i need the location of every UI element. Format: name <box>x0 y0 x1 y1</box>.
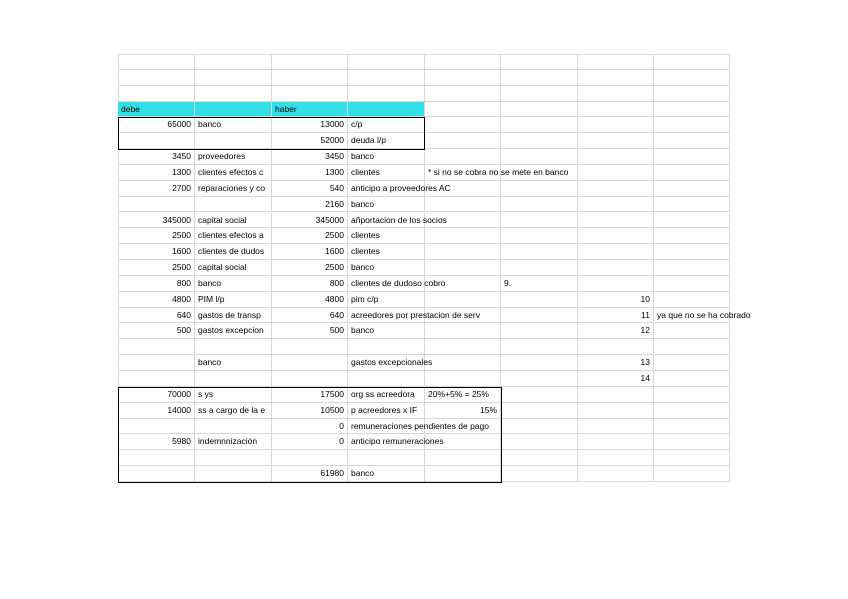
cell-r11-c4[interactable] <box>348 213 447 229</box>
cell-r3-c8[interactable] <box>654 86 730 102</box>
cell-value: 640 <box>329 309 344 320</box>
cell-text: c/p <box>351 119 363 130</box>
cell-r7-c1[interactable] <box>118 149 195 165</box>
cell-text: banco <box>198 119 222 130</box>
cell-r2-c5[interactable] <box>425 70 501 86</box>
cell-r23-c6[interactable] <box>501 403 578 419</box>
cell-r2-c4[interactable] <box>348 70 425 86</box>
cell-r8-c8[interactable] <box>654 165 730 181</box>
cell-r14-c2[interactable] <box>195 260 272 276</box>
cell-r27-c7[interactable] <box>578 466 654 482</box>
cell-r18-c6[interactable] <box>501 323 578 339</box>
cell-r8-c4[interactable] <box>348 165 425 181</box>
cell-text: 9. <box>504 277 512 288</box>
cell-r2-c3[interactable] <box>272 70 348 86</box>
cell-r10-c8[interactable] <box>654 197 730 213</box>
cell-value: 13 <box>640 357 650 368</box>
cell-r15-c5[interactable] <box>425 276 501 292</box>
cell-r5-c8[interactable] <box>654 117 730 133</box>
cell-r25-c4[interactable] <box>348 434 444 450</box>
cell-r20-c1[interactable] <box>118 355 195 371</box>
cell-r20-c5[interactable] <box>425 355 501 371</box>
cell-r23-c4[interactable] <box>348 403 425 419</box>
cell-r13-c2[interactable] <box>195 244 272 260</box>
cell-text: ya que no se ha cobrado <box>657 309 751 320</box>
cell-r11-c2[interactable] <box>195 213 272 229</box>
cell-r27-c8[interactable] <box>654 466 730 482</box>
cell-r17-c7[interactable] <box>578 308 654 324</box>
cell-r5-c3[interactable] <box>272 117 348 133</box>
cell-text: proveedores <box>198 151 246 162</box>
cell-text: clientes <box>351 166 380 177</box>
cell-r21-c1[interactable] <box>118 371 195 387</box>
cell-r6-c4[interactable] <box>348 133 425 149</box>
cell-r15-c2[interactable] <box>195 276 272 292</box>
cell-value: 0 <box>339 420 344 431</box>
cell-text: debe <box>121 103 140 114</box>
cell-text: gastos excepcion <box>198 325 264 336</box>
cell-r15-c4[interactable] <box>348 276 446 292</box>
cell-text: pim c/p <box>351 293 379 304</box>
cell-r5-c7[interactable] <box>578 117 654 133</box>
cell-r8-c6[interactable] <box>501 165 578 181</box>
cell-r7-c2[interactable] <box>195 149 272 165</box>
cell-r9-c4[interactable] <box>348 181 451 197</box>
cell-value: 345000 <box>162 214 191 225</box>
cell-text: * si no se cobra no se mete en banco <box>428 166 569 177</box>
cell-r18-c8[interactable] <box>654 323 730 339</box>
cell-r18-c2[interactable] <box>195 323 272 339</box>
cell-r11-c6[interactable] <box>501 213 578 229</box>
cell-r6-c2[interactable] <box>195 133 272 149</box>
cell-value: 1600 <box>172 246 191 257</box>
cell-r12-c1[interactable] <box>118 228 195 244</box>
cell-r6-c7[interactable] <box>578 133 654 149</box>
cell-r16-c1[interactable] <box>118 292 195 308</box>
cell-r3-c7[interactable] <box>578 86 654 102</box>
cell-text: s ys <box>198 388 214 399</box>
cell-r1-c3[interactable] <box>272 54 348 70</box>
cell-r26-c8[interactable] <box>654 450 730 466</box>
cell-r25-c2[interactable] <box>195 434 272 450</box>
cell-value: 10 <box>640 293 650 304</box>
cell-r12-c2[interactable] <box>195 228 272 244</box>
cell-r9-c7[interactable] <box>578 181 654 197</box>
cell-r15-c6[interactable] <box>501 276 578 292</box>
cell-r15-c1[interactable] <box>118 276 195 292</box>
cell-r18-c3[interactable] <box>272 323 348 339</box>
cell-r2-c8[interactable] <box>654 70 730 86</box>
cell-r25-c3[interactable] <box>272 434 348 450</box>
cell-r1-c5[interactable] <box>425 54 501 70</box>
cell-r7-c8[interactable] <box>654 149 730 165</box>
cell-text: PIM l/p <box>198 293 225 304</box>
cell-r4-c5[interactable] <box>425 102 501 118</box>
cell-r17-c1[interactable] <box>118 308 195 324</box>
cell-r8-c5[interactable] <box>425 165 569 181</box>
cell-r27-c4[interactable] <box>348 466 425 482</box>
cell-r22-c2[interactable] <box>195 387 272 403</box>
cell-r23-c5[interactable] <box>425 403 501 419</box>
cell-r21-c8[interactable] <box>654 371 730 387</box>
cell-r9-c3[interactable] <box>272 181 348 197</box>
cell-text: capital social <box>198 214 247 225</box>
cell-r22-c7[interactable] <box>578 387 654 403</box>
cell-value: 2500 <box>325 230 344 241</box>
cell-r5-c5[interactable] <box>425 117 501 133</box>
cell-r10-c2[interactable] <box>195 197 272 213</box>
cell-text: clientes <box>351 230 380 241</box>
cell-r5-c1[interactable] <box>118 117 195 133</box>
cell-r20-c7[interactable] <box>578 355 654 371</box>
cell-r24-c7[interactable] <box>578 419 654 435</box>
cell-value: 3450 <box>172 151 191 162</box>
cell-r11-c3[interactable] <box>272 213 348 229</box>
cell-r14-c7[interactable] <box>578 260 654 276</box>
cell-r17-c8[interactable] <box>654 308 751 324</box>
cell-text: clientes de dudoso cobro <box>351 277 446 288</box>
cell-r24-c3[interactable] <box>272 419 348 435</box>
cell-value: 65000 <box>167 119 191 130</box>
cell-r3-c5[interactable] <box>425 86 501 102</box>
cell-value: 13000 <box>320 119 344 130</box>
cell-r9-c2[interactable] <box>195 181 272 197</box>
cell-text: ss a cargo de la e <box>198 404 266 415</box>
cell-r24-c6[interactable] <box>501 419 578 435</box>
cell-text: p acreedores x IF <box>351 404 418 415</box>
cell-r21-c3[interactable] <box>272 371 348 387</box>
cell-r12-c7[interactable] <box>578 228 654 244</box>
cell-text: deuda l/p <box>351 135 386 146</box>
cell-r4-c3[interactable] <box>272 102 348 118</box>
cell-text: 20%+5% = 25% <box>428 388 489 399</box>
cell-r3-c1[interactable] <box>118 86 195 102</box>
cell-r25-c7[interactable] <box>578 434 654 450</box>
cell-r18-c4[interactable] <box>348 323 425 339</box>
cell-r14-c1[interactable] <box>118 260 195 276</box>
cell-r11-c7[interactable] <box>578 213 654 229</box>
cell-r16-c5[interactable] <box>425 292 501 308</box>
cell-r20-c6[interactable] <box>501 355 578 371</box>
cell-r26-c3[interactable] <box>272 450 348 466</box>
cell-r18-c1[interactable] <box>118 323 195 339</box>
cell-r10-c3[interactable] <box>272 197 348 213</box>
cell-r19-c3[interactable] <box>272 339 348 355</box>
cell-text: clientes de dudos <box>198 246 265 257</box>
cell-r26-c2[interactable] <box>195 450 272 466</box>
cell-r23-c2[interactable] <box>195 403 272 419</box>
cell-text: banco <box>351 198 375 209</box>
cell-r1-c8[interactable] <box>654 54 730 70</box>
cell-r20-c3[interactable] <box>272 355 348 371</box>
cell-r20-c4[interactable] <box>348 355 433 371</box>
cell-r19-c8[interactable] <box>654 339 730 355</box>
cell-r10-c4[interactable] <box>348 197 425 213</box>
cell-r25-c1[interactable] <box>118 434 195 450</box>
cell-r17-c4[interactable] <box>348 308 480 324</box>
cell-r26-c5[interactable] <box>425 450 501 466</box>
cell-r22-c6[interactable] <box>501 387 578 403</box>
cell-text: banco <box>351 262 375 273</box>
cell-r13-c3[interactable] <box>272 244 348 260</box>
cell-r1-c4[interactable] <box>348 54 425 70</box>
cell-text: añportacion de los socios <box>351 214 447 225</box>
cell-r11-c8[interactable] <box>654 213 730 229</box>
cell-r3-c3[interactable] <box>272 86 348 102</box>
cell-r16-c7[interactable] <box>578 292 654 308</box>
cell-r8-c2[interactable] <box>195 165 272 181</box>
cell-r22-c8[interactable] <box>654 387 730 403</box>
cell-r16-c3[interactable] <box>272 292 348 308</box>
cell-r22-c4[interactable] <box>348 387 425 403</box>
cell-r2-c7[interactable] <box>578 70 654 86</box>
cell-r26-c6[interactable] <box>501 450 578 466</box>
cell-r12-c5[interactable] <box>425 228 501 244</box>
cell-r4-c7[interactable] <box>578 102 654 118</box>
cell-text: banco <box>198 357 222 368</box>
cell-r19-c6[interactable] <box>501 339 578 355</box>
cell-value: 3450 <box>325 151 344 162</box>
cell-value: 4800 <box>325 293 344 304</box>
cell-r9-c1[interactable] <box>118 181 195 197</box>
cell-value: 11 <box>641 309 650 320</box>
cell-value: 4800 <box>172 293 191 304</box>
cell-r17-c6[interactable] <box>501 308 578 324</box>
cell-r9-c8[interactable] <box>654 181 730 197</box>
cell-r21-c6[interactable] <box>501 371 578 387</box>
cell-r9-c5[interactable] <box>425 181 501 197</box>
cell-r4-c4[interactable] <box>348 102 425 118</box>
cell-r20-c8[interactable] <box>654 355 730 371</box>
cell-r14-c5[interactable] <box>425 260 501 276</box>
cell-text: banco <box>351 325 375 336</box>
cell-text: banco <box>198 277 222 288</box>
cell-r23-c8[interactable] <box>654 403 730 419</box>
cell-r21-c7[interactable] <box>578 371 654 387</box>
cell-r8-c7[interactable] <box>578 165 654 181</box>
cell-r6-c8[interactable] <box>654 133 730 149</box>
cell-r24-c4[interactable] <box>348 419 489 435</box>
cell-value: 14000 <box>167 404 191 415</box>
cell-r25-c6[interactable] <box>501 434 578 450</box>
cell-r24-c8[interactable] <box>654 419 730 435</box>
cell-value: 540 <box>329 182 344 193</box>
cell-r15-c8[interactable] <box>654 276 730 292</box>
cell-r15-c3[interactable] <box>272 276 348 292</box>
spreadsheet-grid <box>118 54 751 482</box>
cell-value: 1300 <box>325 166 344 177</box>
cell-r10-c7[interactable] <box>578 197 654 213</box>
cell-r19-c1[interactable] <box>118 339 195 355</box>
cell-value: 52000 <box>320 135 344 146</box>
cell-r13-c5[interactable] <box>425 244 501 260</box>
cell-value: 10500 <box>320 404 344 415</box>
cell-r13-c4[interactable] <box>348 244 425 260</box>
cell-text: gastos excepcionales <box>351 357 433 368</box>
cell-r25-c5[interactable] <box>425 434 501 450</box>
cell-r7-c6[interactable] <box>501 149 578 165</box>
cell-r6-c1[interactable] <box>118 133 195 149</box>
cell-value: 15% <box>479 404 497 415</box>
cell-r4-c6[interactable] <box>501 102 578 118</box>
cell-value: 70000 <box>167 388 191 399</box>
cell-r27-c6[interactable] <box>501 466 578 482</box>
cell-value: 500 <box>329 325 344 336</box>
cell-r17-c3[interactable] <box>272 308 348 324</box>
cell-value: 640 <box>176 309 191 320</box>
cell-r23-c1[interactable] <box>118 403 195 419</box>
cell-r12-c3[interactable] <box>272 228 348 244</box>
cell-value: 500 <box>176 325 191 336</box>
cell-r3-c6[interactable] <box>501 86 578 102</box>
cell-r1-c7[interactable] <box>578 54 654 70</box>
cell-r7-c7[interactable] <box>578 149 654 165</box>
cell-r25-c8[interactable] <box>654 434 730 450</box>
cell-value: 345000 <box>315 214 344 225</box>
cell-r11-c5[interactable] <box>425 213 501 229</box>
cell-r27-c5[interactable] <box>425 466 501 482</box>
cell-r26-c7[interactable] <box>578 450 654 466</box>
cell-value: 2700 <box>172 182 191 193</box>
cell-value: 2500 <box>172 230 191 241</box>
cell-r16-c8[interactable] <box>654 292 730 308</box>
cell-r19-c4[interactable] <box>348 339 425 355</box>
cell-text: anticipo a proveedores AC <box>351 182 451 193</box>
cell-r2-c2[interactable] <box>195 70 272 86</box>
cell-r23-c3[interactable] <box>272 403 348 419</box>
cell-value: 2500 <box>325 262 344 273</box>
cell-r22-c5[interactable] <box>425 387 501 403</box>
cell-value: 5980 <box>172 436 191 447</box>
cell-value: 800 <box>329 277 344 288</box>
cell-text: clientes efectos a <box>198 230 264 241</box>
cell-text: reparaciones y co <box>198 182 266 193</box>
cell-value: 12 <box>640 325 650 336</box>
cell-r21-c4[interactable] <box>348 371 425 387</box>
cell-r6-c5[interactable] <box>425 133 501 149</box>
cell-r1-c6[interactable] <box>501 54 578 70</box>
cell-text: banco <box>351 151 375 162</box>
cell-r26-c1[interactable] <box>118 450 195 466</box>
cell-r14-c8[interactable] <box>654 260 730 276</box>
cell-r7-c4[interactable] <box>348 149 425 165</box>
cell-r26-c4[interactable] <box>348 450 425 466</box>
cell-r24-c5[interactable] <box>425 419 501 435</box>
cell-r5-c6[interactable] <box>501 117 578 133</box>
cell-r4-c8[interactable] <box>654 102 730 118</box>
cell-r12-c8[interactable] <box>654 228 730 244</box>
cell-value: 800 <box>176 277 191 288</box>
cell-r4-c1[interactable] <box>118 102 195 118</box>
cell-r13-c8[interactable] <box>654 244 730 260</box>
cell-r1-c1[interactable] <box>118 54 195 70</box>
cell-r14-c6[interactable] <box>501 260 578 276</box>
cell-r19-c7[interactable] <box>578 339 654 355</box>
cell-text: capital social <box>198 262 247 273</box>
cell-r9-c6[interactable] <box>501 181 578 197</box>
cell-text: haber <box>275 103 297 114</box>
cell-r7-c3[interactable] <box>272 149 348 165</box>
cell-r27-c1[interactable] <box>118 466 195 482</box>
cell-text: clientes efectos c <box>198 166 264 177</box>
cell-r8-c1[interactable] <box>118 165 195 181</box>
cell-r16-c4[interactable] <box>348 292 425 308</box>
cell-text: clientes <box>351 246 380 257</box>
cell-value: 14 <box>640 373 650 383</box>
cell-r22-c3[interactable] <box>272 387 348 403</box>
cell-r21-c5[interactable] <box>425 371 501 387</box>
cell-value: 0 <box>339 436 344 447</box>
cell-r6-c6[interactable] <box>501 133 578 149</box>
cell-text: org ss acreedora <box>351 388 415 399</box>
cell-value: 2160 <box>325 198 344 209</box>
cell-text: indemnnización <box>198 436 258 447</box>
cell-r4-c2[interactable] <box>195 102 272 118</box>
cell-r13-c6[interactable] <box>501 244 578 260</box>
cell-r10-c5[interactable] <box>425 197 501 213</box>
cell-r2-c6[interactable] <box>501 70 578 86</box>
cell-r16-c2[interactable] <box>195 292 272 308</box>
cell-value: 17500 <box>320 388 344 399</box>
cell-r21-c2[interactable] <box>195 371 272 387</box>
cell-r17-c2[interactable] <box>195 308 272 324</box>
cell-r19-c5[interactable] <box>425 339 501 355</box>
cell-r13-c7[interactable] <box>578 244 654 260</box>
cell-r10-c1[interactable] <box>118 197 195 213</box>
cell-value: 61980 <box>320 468 344 479</box>
cell-r14-c4[interactable] <box>348 260 425 276</box>
cell-text: anticipo remuneraciones <box>351 436 444 447</box>
cell-r5-c2[interactable] <box>195 117 272 133</box>
cell-r24-c1[interactable] <box>118 419 195 435</box>
cell-r14-c3[interactable] <box>272 260 348 276</box>
cell-text: banco <box>351 468 375 479</box>
cell-r12-c4[interactable] <box>348 228 425 244</box>
cell-text: remuneraciones pendientes de pago <box>351 420 489 431</box>
cell-value: 1600 <box>325 246 344 257</box>
cell-r17-c5[interactable] <box>425 308 501 324</box>
cell-r27-c2[interactable] <box>195 466 272 482</box>
cell-text: acreedores por prestacion de serv <box>351 309 480 320</box>
cell-value: 1300 <box>172 166 191 177</box>
cell-r2-c1[interactable] <box>118 70 195 86</box>
cell-text: gastos de transp <box>198 309 261 320</box>
cell-r20-c2[interactable] <box>195 355 272 371</box>
cell-r18-c7[interactable] <box>578 323 654 339</box>
cell-r12-c6[interactable] <box>501 228 578 244</box>
cell-r15-c7[interactable] <box>578 276 654 292</box>
cell-r1-c2[interactable] <box>195 54 272 70</box>
cell-r19-c2[interactable] <box>195 339 272 355</box>
cell-r16-c6[interactable] <box>501 292 578 308</box>
cell-r5-c4[interactable] <box>348 117 425 133</box>
cell-r24-c2[interactable] <box>195 419 272 435</box>
cell-r11-c1[interactable] <box>118 213 195 229</box>
cell-r7-c5[interactable] <box>425 149 501 165</box>
cell-r10-c6[interactable] <box>501 197 578 213</box>
cell-r6-c3[interactable] <box>272 133 348 149</box>
cell-value: 2500 <box>172 262 191 273</box>
cell-r3-c4[interactable] <box>348 86 425 102</box>
cell-r27-c3[interactable] <box>272 466 348 482</box>
cell-r18-c5[interactable] <box>425 323 501 339</box>
cell-r8-c3[interactable] <box>272 165 348 181</box>
cell-r13-c1[interactable] <box>118 244 195 260</box>
cell-r3-c2[interactable] <box>195 86 272 102</box>
cell-r23-c7[interactable] <box>578 403 654 419</box>
cell-r22-c1[interactable] <box>118 387 195 403</box>
